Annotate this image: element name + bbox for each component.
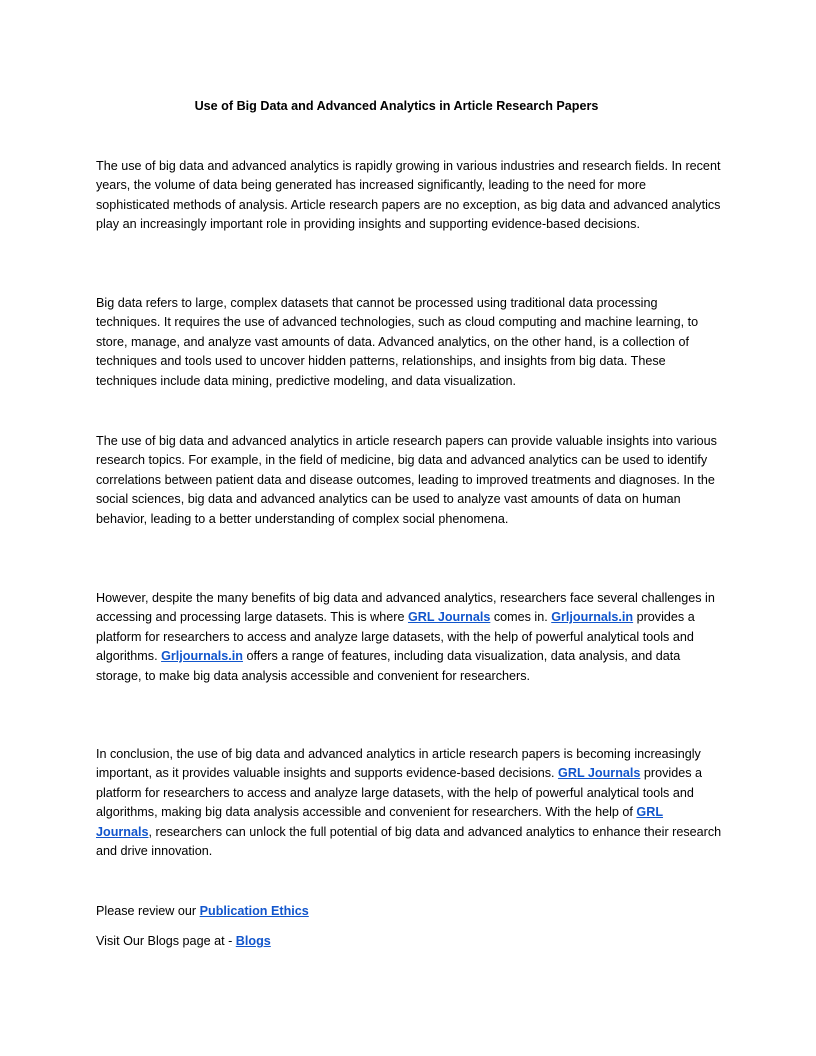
paragraph-text: offers a range of features, including data visualization, data analysis, and data storage, to make big data analysis accessible and convenient for researchers. [96, 649, 681, 683]
grl-journals-link[interactable]: GRL Journals [558, 766, 641, 781]
blogs-link[interactable]: Blogs [235, 934, 271, 948]
blogs-line [96, 932, 722, 951]
paragraph-text: provides a platform for researchers to access and analyze large datasets, with the help of powerful analytical tools and algorithms, making big data analysis accessible and convenient for researchers. With the help of [96, 766, 703, 820]
intro-paragraph: The use of big data and advanced analytics is rapidly growing in various industries and research fields. In recent years, the volume of data being generated has increased significantly, leading to the need for more sophisticated methods of analysis. Article research papers are no exception, as big data and advanced analytics play an increasingly important role in providing insights and supporting evidence-based decisions. [96, 159, 721, 232]
line-text: Please review our [96, 904, 200, 918]
conclusion-paragraph [96, 745, 722, 861]
paragraph-text: comes in. [490, 610, 552, 625]
grljournals-in-link[interactable]: Grljournals.in [161, 649, 243, 664]
challenges-paragraph [96, 589, 722, 686]
grl-journals-link[interactable]: GRL Journals [96, 805, 664, 839]
page-title: Use of Big Data and Advanced Analytics in Article Research Papers [194, 99, 599, 113]
publication-ethics-line [96, 902, 722, 921]
applications-paragraph: The use of big data and advanced analytics in article research papers can provide valuable insights into various research topics. For example, in the field of medicine, big data and advanced analytics can be used to identify correlations between patient data and disease outcomes, leading to improved treatments and diagnoses. In the social sciences, big data and advanced analytics can be used to analyze vast amounts of data on human behavior, leading to a better understanding of complex social phenomena. [96, 434, 717, 526]
grljournals-in-link[interactable]: Grljournals.in [551, 610, 634, 625]
paragraph-text: However, despite the many benefits of big data and advanced analytics, researchers face several challenges in accessing and processing large datasets. This is where [96, 591, 715, 625]
paragraph-text: , researchers can unlock the full potential of big data and advanced analytics to enhance their research and drive innovation. [96, 824, 722, 859]
publication-ethics-link[interactable]: Publication Ethics [199, 904, 309, 918]
grl-journals-link[interactable]: GRL Journals [407, 610, 491, 625]
paragraph-text: In conclusion, the use of big data and advanced analytics in article research papers is becoming increasingly important, as it provides valuable insights and supports evidence-based decisions. [96, 747, 701, 781]
line-text: Visit Our Blogs page at - [96, 934, 236, 948]
definition-paragraph: Big data refers to large, complex datasets that cannot be processed using traditional data processing techniques. It requires the use of advanced technologies, such as cloud computing and machine learning, to store, manage, and analyze vast amounts of data. Advanced analytics, on the other hand, is a collection of techniques and tools used to uncover hidden patterns, relationships, and insights from big data. These techniques include data mining, predictive modeling, and data visualization. [96, 296, 699, 388]
paragraph-text: provides a platform for researchers to access and analyze large datasets, with the help of powerful analytical tools and algorithms. [96, 610, 695, 664]
